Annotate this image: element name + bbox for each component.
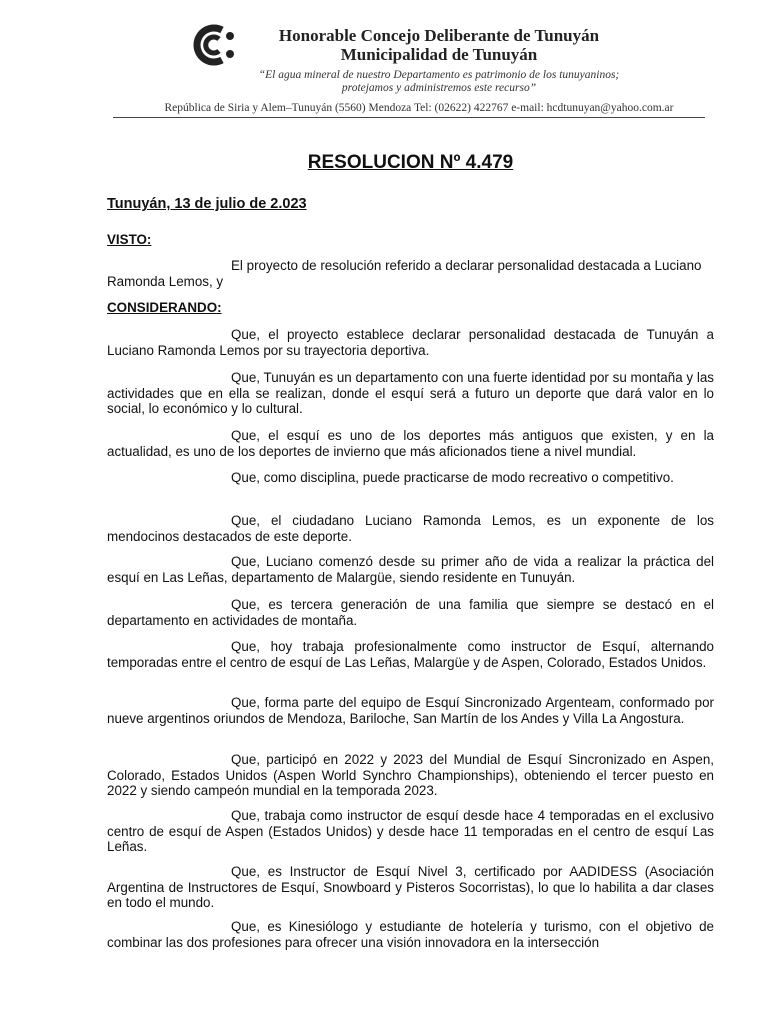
considerando-paragraph: Que, el ciudadano Luciano Ramonda Lemos, es un exponente de los mendocinos destacados de este deporte. xyxy=(107,513,714,544)
visto-heading: VISTO: xyxy=(107,232,152,247)
letterhead xyxy=(0,0,768,126)
considerando-heading: CONSIDERANDO: xyxy=(107,300,222,315)
considerando-paragraph: Que, Luciano comenzó desde su primer año de vida a realizar la práctica del esquí en Las Leñas, departamento de Malargüe, siendo residente en Tunuyán. xyxy=(107,554,714,585)
considerando-paragraph: Que, como disciplina, puede practicarse de modo recreativo o competitivo. xyxy=(231,470,674,485)
considerando-paragraph: Que, participó en 2022 y 2023 del Mundial de Esquí Sincronizado en Aspen, Colorado, Estados Unidos (Aspen World Synchro Championships), obteniendo el tercer puesto en 2022 y siendo campeón mundial en la temporada 2023. xyxy=(107,752,714,798)
considerando-paragraph: Que, hoy trabaja profesionalmente como instructor de Esquí, alternando temporadas entre el centro de esquí de Las Leñas, Malargüe y de Aspen, Colorado, Estados Unidos. xyxy=(107,639,714,670)
municipality-name: Municipalidad de Tunuyán xyxy=(340,45,538,64)
considerando-paragraph: Que, es tercera generación de una familia que siempre se destacó en el departamento en actividades de montaña. xyxy=(107,597,714,628)
motto-line-1: “El agua mineral de nuestro Departamento es patrimonio de los tunuyaninos; xyxy=(258,69,620,81)
institution-name: Honorable Concejo Deliberante de Tunuyán xyxy=(278,26,600,45)
considerando-paragraph: Que, el proyecto establece declarar personalidad destacada de Tunuyán a Luciano Ramonda Lemos por su trayectoria deportiva. xyxy=(107,327,714,358)
considerando-paragraph: Que, forma parte del equipo de Esquí Sincronizado Argenteam, conformado por nueve argentinos oriundos de Mendoza, Bariloche, San Martín de los Andes y Villa La Angostura. xyxy=(107,695,714,726)
considerando-paragraph: Que, es Instructor de Esquí Nivel 3, certificado por AADIDESS (Asociación Argentina de Instructores de Esquí, Snowboard y Pisteros Socorristas), lo que lo habilita a dar clases en todo el mundo. xyxy=(107,864,714,910)
considerando-paragraph: Que, Tunuyán es un departamento con una fuerte identidad por su montaña y las actividades que en ella se realizan, donde el esquí será a futuro un deporte que dará valor en lo social, lo económico y lo cultural. xyxy=(107,370,714,416)
letterhead-text xyxy=(130,26,708,115)
motto-line-2: protejamos y administremos este recurso” xyxy=(341,82,537,94)
resolution-title: RESOLUCION Nº 4.479 xyxy=(307,152,514,173)
contact-address: República de Siria y Alem–Tunuyán (5560) Mendoza Tel: (02622) 422767 e-mail: hcdtunuyan@yahoo.com.ar xyxy=(164,102,674,114)
header-divider xyxy=(113,117,705,118)
considerando-paragraph: Que, es Kinesiólogo y estudiante de hotelería y turismo, con el objetivo de combinar las dos profesiones para ofrecer una visión innovadora en la intersección xyxy=(107,919,714,950)
visto-text: El proyecto de resolución referido a declarar personalidad destacada a Luciano Ramonda Lemos, y xyxy=(107,258,702,289)
considerando-paragraph: Que, el esquí es uno de los deportes más antiguos que existen, y en la actualidad, es uno de los deportes de invierno que más aficionados tiene a nivel mundial. xyxy=(107,428,714,459)
considerando-paragraph: Que, trabaja como instructor de esquí desde hace 4 temporadas en el exclusivo centro de esquí de Aspen (Estados Unidos) y desde hace 11 temporadas en el centro de esquí Las Leñas. xyxy=(107,808,714,854)
document-date: Tunuyán, 13 de julio de 2.023 xyxy=(107,196,307,212)
